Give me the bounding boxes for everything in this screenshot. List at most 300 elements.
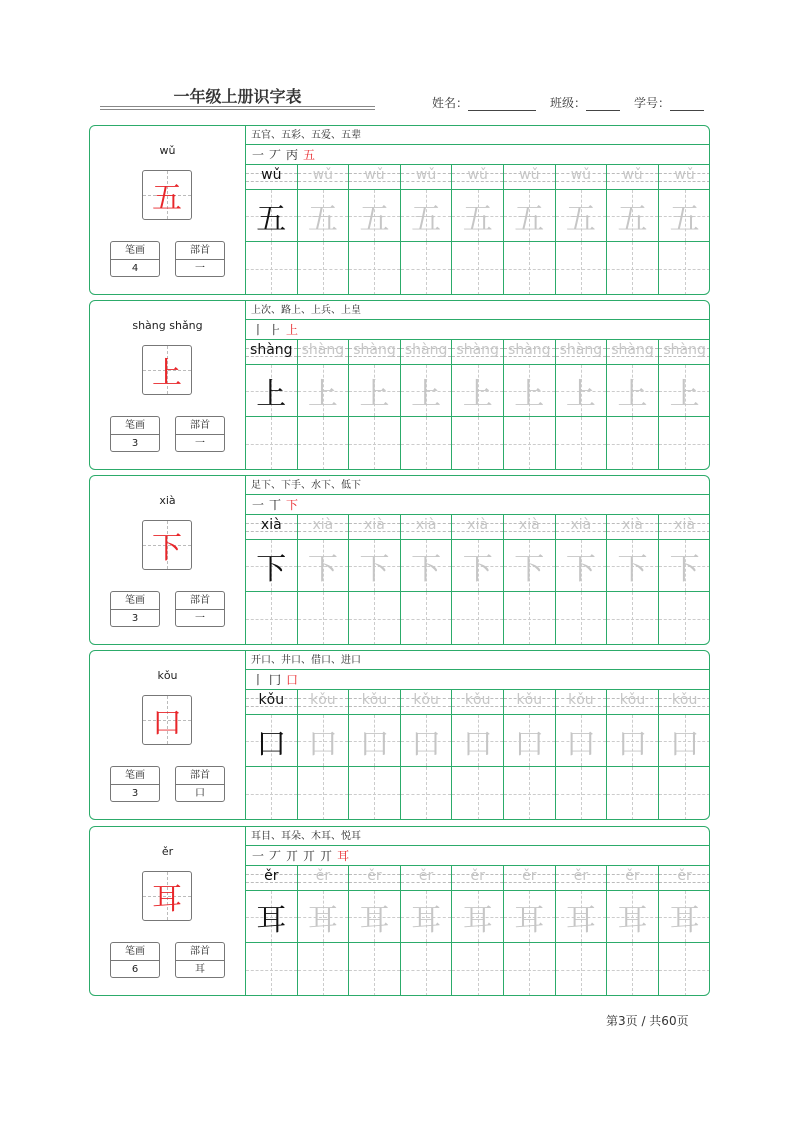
character-practice-cell[interactable] — [659, 715, 710, 767]
strokes-label: 笔画 — [111, 242, 159, 260]
pinyin-practice-text: ěr — [625, 868, 640, 884]
character-practice-text: 上 — [359, 376, 390, 412]
pinyin-practice-cell[interactable] — [246, 690, 298, 715]
pinyin-practice-text: shàng — [301, 342, 345, 358]
character-practice-text: 上 — [617, 376, 648, 412]
character-practice-cell[interactable] — [659, 891, 710, 943]
character-practice-text: 五 — [307, 201, 338, 237]
pinyin-practice-cell[interactable] — [659, 340, 710, 365]
pinyin-practice-cell[interactable] — [298, 165, 350, 190]
character-practice-text: 五 — [359, 201, 390, 237]
pinyin-practice-text: shàng — [456, 342, 499, 358]
pinyin-practice-text: kǒu — [361, 692, 388, 708]
character-glyph: 上 — [152, 356, 182, 391]
pinyin-practice-text: shàng — [508, 342, 551, 358]
character-glyph: 下 — [152, 531, 182, 566]
pinyin-practice-text: shàng — [663, 342, 706, 358]
stroke-step: ⺊ — [269, 323, 282, 337]
blank-practice-cell[interactable] — [401, 242, 453, 295]
character-practice-text: 上 — [669, 376, 700, 412]
pinyin-practice-cell[interactable] — [401, 866, 453, 891]
pinyin-practice-text: shàng — [559, 342, 603, 358]
blank-practice-cell[interactable] — [607, 417, 659, 470]
character-practice-text: 上 — [462, 376, 493, 412]
character-practice-cell[interactable] — [401, 540, 453, 592]
pinyin-practice-cell[interactable] — [349, 340, 401, 365]
character-practice-cell[interactable] — [349, 540, 401, 592]
character-card — [89, 125, 710, 295]
pinyin-practice-cell[interactable] — [452, 515, 504, 540]
pinyin-practice-text: xià — [674, 517, 695, 533]
character-practice-text: 五 — [617, 201, 648, 237]
radical-value: 一 — [195, 613, 205, 624]
character-practice-cell[interactable] — [349, 715, 401, 767]
pinyin-practice-cell[interactable] — [401, 690, 453, 715]
character-practice-cell[interactable] — [349, 891, 401, 943]
character-practice-text: 耳 — [256, 902, 287, 938]
pinyin-practice-cell[interactable] — [246, 866, 298, 891]
name-blank[interactable] — [468, 98, 536, 111]
character-practice-text: 上 — [256, 376, 287, 412]
practice-grid — [246, 651, 710, 819]
pinyin-practice-cell[interactable] — [504, 690, 556, 715]
title-rule-top — [100, 106, 375, 107]
pinyin-practice-cell[interactable] — [607, 866, 659, 891]
pinyin-practice-cell[interactable] — [349, 165, 401, 190]
blank-practice-cell[interactable] — [607, 767, 659, 820]
character-practice-cell[interactable] — [504, 365, 556, 417]
character-practice-text: 口 — [462, 726, 493, 762]
character-practice-cell[interactable] — [659, 365, 710, 417]
pinyin-practice-text: wǔ — [674, 167, 695, 183]
page-number: 第3页 / 共60页 — [606, 1014, 689, 1028]
pinyin-practice-text: xià — [518, 517, 540, 533]
blank-practice-cell[interactable] — [659, 767, 710, 820]
blank-practice-cell[interactable] — [556, 767, 608, 820]
blank-practice-cell[interactable] — [349, 767, 401, 820]
strokes-box — [110, 766, 160, 802]
character-glyph: 五 — [152, 181, 182, 216]
strokes-label: 笔画 — [111, 592, 159, 610]
strokes-box — [110, 942, 160, 978]
example-words: 五官、五彩、五爱、五辈 — [246, 126, 710, 145]
pinyin-practice-cell[interactable] — [401, 515, 453, 540]
blank-practice-cell[interactable] — [607, 592, 659, 645]
pinyin-practice-cell[interactable] — [298, 515, 350, 540]
blank-practice-cell[interactable] — [349, 943, 401, 996]
blank-practice-cell[interactable] — [659, 592, 710, 645]
example-words: 足下、下手、水下、低下 — [246, 476, 710, 495]
character-practice-text: 耳 — [617, 902, 648, 938]
title-rule-bottom — [100, 109, 375, 110]
character-info — [90, 651, 246, 819]
character-practice-text: 耳 — [462, 902, 493, 938]
character-practice-cell[interactable] — [401, 190, 453, 242]
stroke-order — [246, 145, 710, 165]
character-practice-cell[interactable] — [401, 365, 453, 417]
pinyin-practice-text: wǔ — [467, 167, 488, 183]
character-practice-cell[interactable] — [556, 540, 608, 592]
pinyin-practice-text: shàng — [250, 342, 293, 358]
blank-practice-cell[interactable] — [349, 242, 401, 295]
blank-practice-cell[interactable] — [401, 417, 453, 470]
id-label: 学号： — [634, 96, 671, 110]
pinyin-practice-cell[interactable] — [401, 165, 453, 190]
pinyin-practice-text: ěr — [522, 868, 537, 884]
stroke-step: 耳 — [337, 849, 350, 863]
blank-practice-cell[interactable] — [659, 943, 710, 996]
pinyin-practice-text: kǒu — [568, 692, 594, 708]
pinyin-practice-text: xià — [364, 517, 385, 533]
pinyin-practice-cell[interactable] — [504, 340, 556, 365]
character-practice-cell[interactable] — [556, 715, 608, 767]
pinyin-practice-text: xià — [260, 517, 282, 533]
pinyin-practice-cell[interactable] — [349, 690, 401, 715]
pinyin-practice-text: kǒu — [516, 692, 543, 708]
blank-practice-cell[interactable] — [298, 242, 350, 295]
character-practice-text: 五 — [514, 201, 545, 237]
character-practice-text: 五 — [462, 201, 493, 237]
blank-practice-cell[interactable] — [298, 417, 350, 470]
character-practice-text: 口 — [669, 726, 700, 762]
character-practice-text: 口 — [565, 726, 596, 762]
stroke-step: 丅 — [269, 498, 282, 512]
blank-practice-cell[interactable] — [246, 943, 298, 996]
stroke-order — [246, 846, 710, 866]
blank-practice-cell[interactable] — [607, 242, 659, 295]
character-practice-text: 五 — [256, 201, 287, 237]
example-words: 上次、路上、上兵、上皇 — [246, 301, 710, 320]
character-practice-text: 下 — [462, 551, 493, 587]
character-practice-text: 口 — [256, 726, 287, 762]
stroke-order — [246, 320, 710, 340]
pinyin-practice-text: xià — [622, 517, 643, 533]
blank-practice-cell[interactable] — [452, 417, 504, 470]
pinyin-practice-cell[interactable] — [452, 866, 504, 891]
pinyin-practice-text: wǔ — [570, 167, 592, 183]
radical-label: 部首 — [176, 943, 224, 961]
radical-box — [175, 766, 225, 802]
blank-practice-cell[interactable] — [504, 943, 556, 996]
character-practice-cell[interactable] — [452, 540, 504, 592]
character-practice-cell[interactable] — [246, 190, 298, 242]
pinyin-practice-cell[interactable] — [607, 165, 659, 190]
strokes-box — [110, 591, 160, 627]
stroke-step: 丙 — [286, 148, 299, 162]
blank-practice-cell[interactable] — [298, 943, 350, 996]
character-practice-cell[interactable] — [298, 540, 350, 592]
stroke-step: 丌 — [320, 849, 333, 863]
pinyin-practice-text: xià — [312, 517, 334, 533]
character-pinyin: shàng shǎng — [132, 319, 203, 332]
blank-practice-cell[interactable] — [349, 592, 401, 645]
character-practice-cell[interactable] — [246, 365, 298, 417]
character-practice-text: 上 — [514, 376, 545, 412]
stroke-step: 丨 — [252, 673, 265, 687]
radical-label: 部首 — [176, 767, 224, 785]
blank-practice-cell[interactable] — [246, 417, 298, 470]
pinyin-practice-cell[interactable] — [246, 340, 298, 365]
character-pinyin: xià — [159, 494, 176, 507]
blank-practice-cell[interactable] — [659, 242, 710, 295]
radical-box — [175, 942, 225, 978]
character-practice-cell[interactable] — [298, 891, 350, 943]
pinyin-practice-cell[interactable] — [556, 866, 608, 891]
stroke-step: 冂 — [269, 673, 282, 687]
blank-practice-cell[interactable] — [556, 943, 608, 996]
radical-label: 部首 — [176, 592, 224, 610]
blank-practice-cell[interactable] — [298, 767, 350, 820]
pinyin-practice-cell[interactable] — [246, 165, 298, 190]
character-practice-cell[interactable] — [556, 365, 608, 417]
character-box — [142, 345, 192, 395]
blank-practice-cell[interactable] — [504, 242, 556, 295]
pinyin-practice-cell[interactable] — [659, 165, 710, 190]
pinyin-practice-cell[interactable] — [452, 165, 504, 190]
radical-label: 部首 — [176, 417, 224, 435]
pinyin-practice-cell[interactable] — [504, 165, 556, 190]
pinyin-practice-cell[interactable] — [504, 866, 556, 891]
pinyin-practice-text: shàng — [611, 342, 654, 358]
stroke-order — [246, 670, 710, 690]
character-practice-text: 口 — [617, 726, 648, 762]
character-practice-text: 上 — [565, 376, 596, 412]
character-practice-cell[interactable] — [556, 190, 608, 242]
pinyin-practice-text: xià — [415, 517, 437, 533]
blank-practice-cell[interactable] — [556, 242, 608, 295]
character-practice-text: 耳 — [565, 902, 596, 938]
pinyin-practice-text: ěr — [677, 868, 692, 884]
pinyin-practice-text: kǒu — [671, 692, 698, 708]
pinyin-practice-text: ěr — [573, 868, 589, 884]
stroke-step: 一 — [252, 849, 265, 863]
character-practice-cell[interactable] — [298, 365, 350, 417]
stroke-step: 丨 — [252, 323, 265, 337]
blank-practice-cell[interactable] — [401, 943, 453, 996]
character-practice-text: 耳 — [307, 902, 338, 938]
pinyin-practice-cell[interactable] — [452, 340, 504, 365]
character-practice-cell[interactable] — [504, 540, 556, 592]
pinyin-practice-cell[interactable] — [349, 515, 401, 540]
stroke-step: 一 — [252, 148, 265, 162]
worksheet-title: 一年级上册识字表 — [173, 87, 302, 106]
character-practice-cell[interactable] — [246, 891, 298, 943]
character-practice-text: 上 — [411, 376, 442, 412]
pinyin-practice-cell[interactable] — [246, 515, 298, 540]
blank-practice-cell[interactable] — [504, 592, 556, 645]
character-pinyin: wǔ — [159, 144, 176, 157]
pinyin-practice-text: ěr — [367, 868, 382, 884]
character-practice-text: 五 — [411, 201, 442, 237]
pinyin-practice-text: wǔ — [261, 167, 282, 183]
pinyin-practice-cell[interactable] — [659, 866, 710, 891]
pinyin-practice-cell[interactable] — [607, 515, 659, 540]
blank-practice-cell[interactable] — [504, 767, 556, 820]
blank-practice-cell[interactable] — [401, 592, 453, 645]
pinyin-practice-cell[interactable] — [556, 165, 608, 190]
strokes-label: 笔画 — [111, 417, 159, 435]
pinyin-practice-text: ěr — [470, 868, 485, 884]
character-practice-cell[interactable] — [298, 190, 350, 242]
character-practice-cell[interactable] — [504, 891, 556, 943]
stroke-step: 一 — [252, 498, 265, 512]
stroke-order — [246, 495, 710, 515]
character-practice-cell[interactable] — [246, 540, 298, 592]
character-practice-cell[interactable] — [607, 715, 659, 767]
strokes-count: 4 — [131, 263, 139, 274]
stroke-step: 五 — [303, 148, 316, 162]
strokes-count: 3 — [131, 438, 139, 449]
blank-practice-cell[interactable] — [452, 592, 504, 645]
character-practice-cell[interactable] — [659, 190, 710, 242]
pinyin-practice-text: wǔ — [312, 167, 334, 183]
character-practice-cell[interactable] — [401, 715, 453, 767]
radical-value: 耳 — [195, 964, 205, 975]
stroke-step: 下 — [286, 498, 299, 512]
blank-practice-cell[interactable] — [659, 417, 710, 470]
pinyin-practice-cell[interactable] — [556, 515, 608, 540]
character-practice-text: 口 — [307, 726, 338, 762]
blank-practice-cell[interactable] — [298, 592, 350, 645]
character-practice-cell[interactable] — [452, 715, 504, 767]
pinyin-practice-cell[interactable] — [452, 690, 504, 715]
pinyin-practice-cell[interactable] — [556, 340, 608, 365]
name-label: 姓名： — [432, 96, 469, 110]
pinyin-practice-cell[interactable] — [556, 690, 608, 715]
blank-practice-cell[interactable] — [556, 592, 608, 645]
class-blank[interactable] — [586, 98, 620, 111]
character-practice-text: 五 — [565, 201, 596, 237]
character-glyph: 耳 — [152, 882, 182, 917]
blank-practice-cell[interactable] — [504, 417, 556, 470]
stroke-step: 丆 — [269, 148, 282, 162]
pinyin-practice-text: xià — [570, 517, 592, 533]
blank-practice-cell[interactable] — [246, 592, 298, 645]
character-practice-text: 下 — [514, 551, 545, 587]
pinyin-practice-cell[interactable] — [298, 690, 350, 715]
character-practice-text: 耳 — [669, 902, 700, 938]
character-info — [90, 476, 246, 644]
practice-grid — [246, 476, 710, 644]
pinyin-practice-text: wǔ — [364, 167, 385, 183]
strokes-count: 3 — [131, 788, 139, 799]
character-practice-cell[interactable] — [607, 190, 659, 242]
strokes-count: 3 — [131, 613, 139, 624]
character-practice-cell[interactable] — [504, 715, 556, 767]
character-practice-cell[interactable] — [246, 715, 298, 767]
character-practice-cell[interactable] — [401, 891, 453, 943]
example-words: 耳目、耳朵、木耳、悦耳 — [246, 827, 710, 846]
pinyin-practice-text: wǔ — [415, 167, 437, 183]
character-practice-text: 上 — [307, 376, 338, 412]
id-blank[interactable] — [670, 98, 704, 111]
blank-practice-cell[interactable] — [556, 417, 608, 470]
character-practice-text: 五 — [669, 201, 700, 237]
blank-practice-cell[interactable] — [452, 767, 504, 820]
character-practice-cell[interactable] — [504, 190, 556, 242]
blank-practice-cell[interactable] — [401, 767, 453, 820]
character-card — [89, 650, 710, 820]
character-card — [89, 826, 710, 996]
example-words: 开口、井口、借口、进口 — [246, 651, 710, 670]
character-practice-cell[interactable] — [659, 540, 710, 592]
blank-practice-cell[interactable] — [246, 767, 298, 820]
stroke-step: 口 — [286, 673, 299, 687]
pinyin-practice-text: kǒu — [619, 692, 646, 708]
pinyin-practice-text: wǔ — [622, 167, 643, 183]
blank-practice-cell[interactable] — [452, 943, 504, 996]
character-practice-cell[interactable] — [349, 365, 401, 417]
strokes-label: 笔画 — [111, 767, 159, 785]
student-info — [432, 94, 712, 111]
character-practice-text: 下 — [617, 551, 648, 587]
character-practice-text: 下 — [307, 551, 338, 587]
character-practice-text: 口 — [514, 726, 545, 762]
character-info — [90, 827, 246, 995]
character-practice-cell[interactable] — [452, 891, 504, 943]
character-practice-cell[interactable] — [452, 365, 504, 417]
pinyin-practice-cell[interactable] — [504, 515, 556, 540]
strokes-box — [110, 241, 160, 277]
character-practice-text: 耳 — [359, 902, 390, 938]
pinyin-practice-cell[interactable] — [607, 340, 659, 365]
character-practice-cell[interactable] — [349, 190, 401, 242]
pinyin-practice-cell[interactable] — [607, 690, 659, 715]
blank-practice-cell[interactable] — [246, 242, 298, 295]
radical-value: 一 — [195, 438, 205, 449]
character-box — [142, 871, 192, 921]
strokes-box — [110, 416, 160, 452]
pinyin-practice-text: ěr — [315, 868, 331, 884]
pinyin-practice-cell[interactable] — [659, 690, 710, 715]
pinyin-practice-text: kǒu — [413, 692, 439, 708]
practice-grid — [246, 126, 710, 294]
pinyin-practice-cell[interactable] — [298, 866, 350, 891]
pinyin-practice-cell[interactable] — [349, 866, 401, 891]
character-practice-text: 下 — [565, 551, 596, 587]
radical-box — [175, 241, 225, 277]
character-practice-cell[interactable] — [298, 715, 350, 767]
pinyin-practice-text: ěr — [418, 868, 434, 884]
character-practice-text: 下 — [669, 551, 700, 587]
stroke-step: 丌 — [286, 849, 299, 863]
pinyin-practice-text: kǒu — [310, 692, 336, 708]
pinyin-practice-cell[interactable] — [401, 340, 453, 365]
practice-grid — [246, 827, 710, 995]
character-practice-cell[interactable] — [607, 540, 659, 592]
pinyin-practice-cell[interactable] — [659, 515, 710, 540]
radical-value: 一 — [195, 263, 205, 274]
character-practice-text: 下 — [359, 551, 390, 587]
pinyin-practice-cell[interactable] — [298, 340, 350, 365]
stroke-step: 丆 — [269, 849, 282, 863]
character-card — [89, 475, 710, 645]
character-practice-text: 下 — [256, 551, 287, 587]
blank-practice-cell[interactable] — [607, 943, 659, 996]
character-card — [89, 300, 710, 470]
character-info — [90, 126, 246, 294]
character-practice-cell[interactable] — [556, 891, 608, 943]
blank-practice-cell[interactable] — [349, 417, 401, 470]
pinyin-practice-text: kǒu — [464, 692, 491, 708]
blank-practice-cell[interactable] — [452, 242, 504, 295]
character-practice-cell[interactable] — [607, 365, 659, 417]
character-practice-text: 下 — [411, 551, 442, 587]
character-practice-cell[interactable] — [452, 190, 504, 242]
class-label: 班级： — [550, 96, 587, 110]
character-practice-cell[interactable] — [607, 891, 659, 943]
character-glyph: 口 — [152, 706, 182, 741]
